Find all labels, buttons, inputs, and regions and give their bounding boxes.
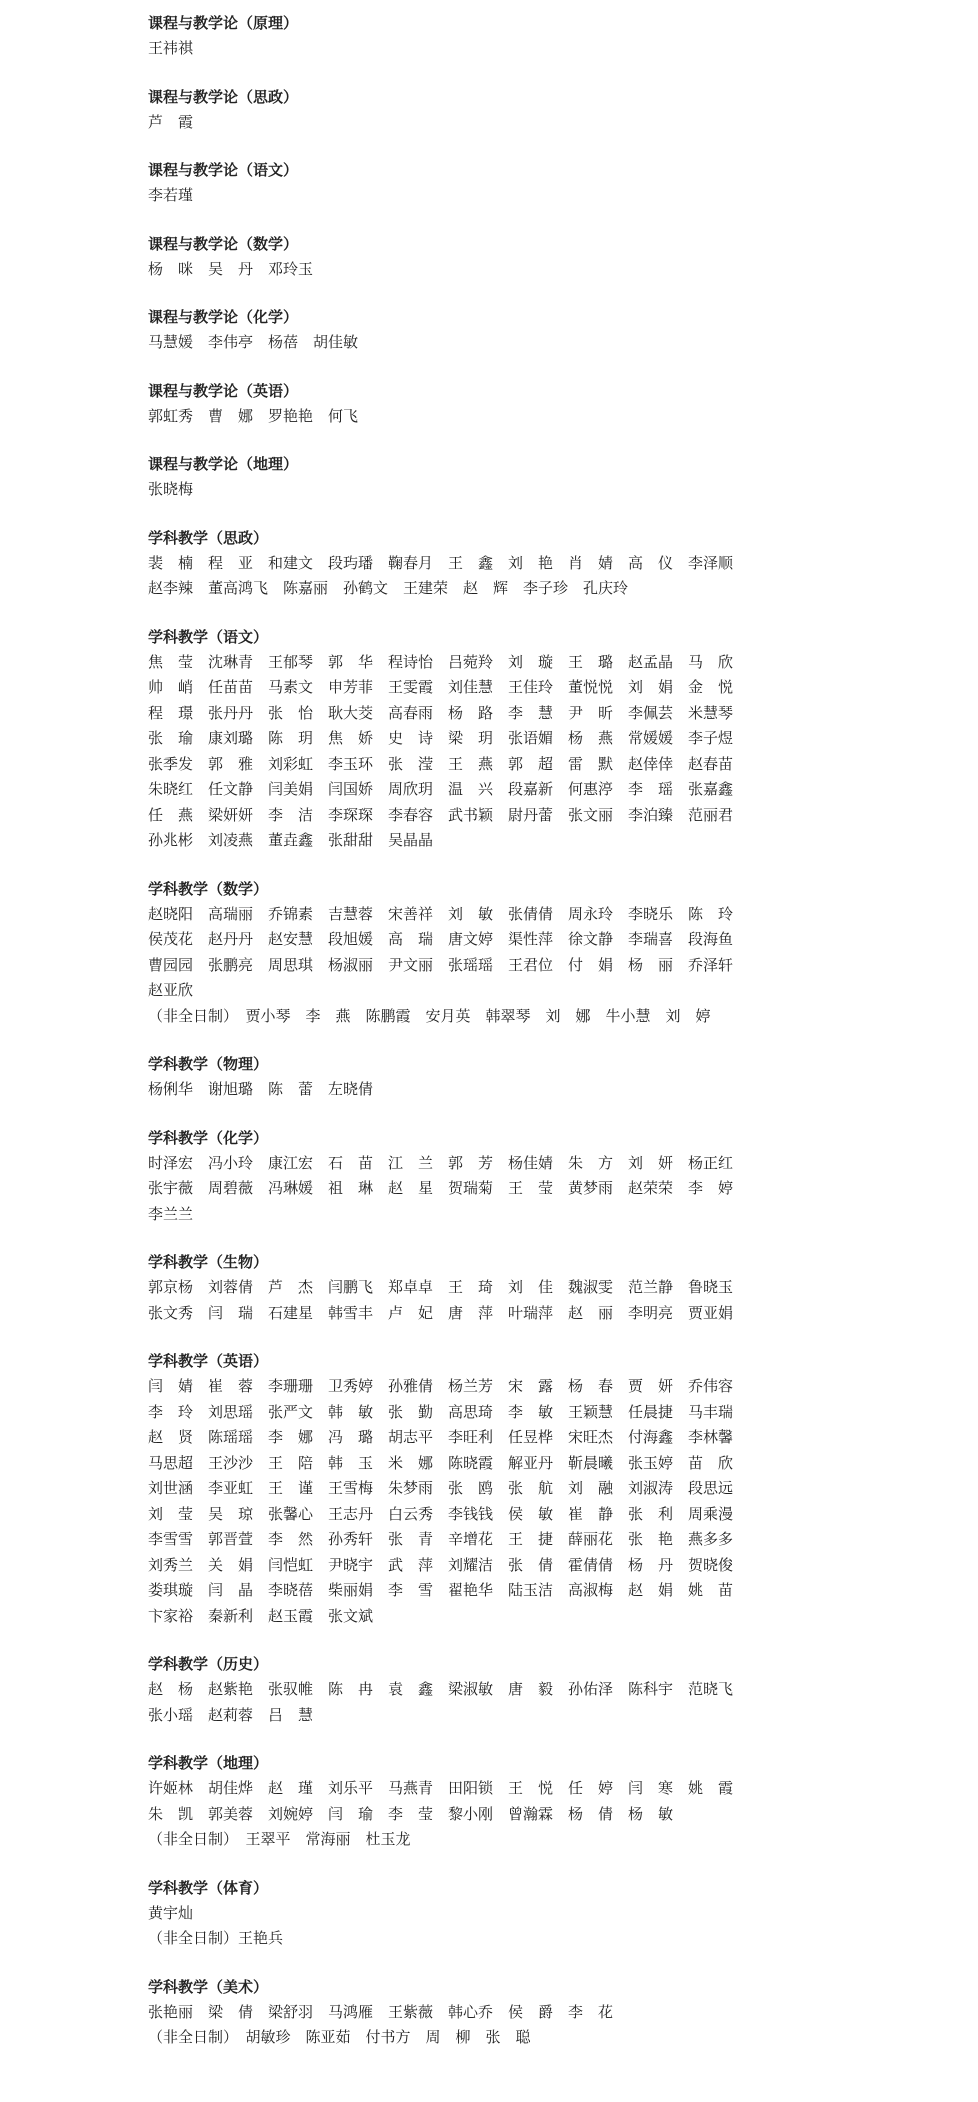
- section: [148, 10, 868, 62]
- section-heading: 课程与教学论（原理）: [148, 14, 299, 32]
- name-list-line: 朱 凯 郭美蓉 刘婉婷 闫 瑜 李 莹 黎小刚 曾瀚霖 杨 倩 杨 敏: [148, 1804, 674, 1823]
- section: [148, 1051, 868, 1103]
- section-heading: 学科教学（美术）: [148, 1977, 269, 1996]
- name-list-line: 李若瑾: [148, 186, 194, 204]
- section: [148, 84, 868, 136]
- section: [148, 624, 868, 854]
- name-list-line: （非全日制） 胡敏珍 陈亚茹 付书方 周 柳 张 聪: [148, 2028, 531, 2046]
- section: [148, 231, 868, 283]
- name-list-line: 杨 咪 吴 丹 邓玲玉: [148, 259, 314, 278]
- name-list-line: 张 瑜 康刘璐 陈 玥 焦 娇 史 诗 梁 玥 张语媚 杨 燕 常媛媛 李子煜: [148, 729, 734, 747]
- section-heading: 学科教学（体育）: [148, 1878, 269, 1897]
- section: [148, 876, 868, 1030]
- section: [148, 525, 868, 602]
- section: [148, 378, 868, 430]
- name-list-line: 赵李辣 董高鸿飞 陈嘉丽 孙鹤文 王建荣 赵 辉 李子珍 孔庆玲: [148, 579, 629, 597]
- name-list-line: 张艳丽 梁 倩 梁舒羽 马鸿雁 王紫薇 韩心乔 侯 爵 李 花: [148, 2002, 614, 2021]
- name-list-line: 刘秀兰 关 娟 闫恺虹 尹晓宇 武 萍 刘耀洁 张 倩 霍倩倩 杨 丹 贺晓俊: [148, 1555, 734, 1574]
- name-list-line: 赵 贤 陈瑶瑶 李 娜 冯 璐 胡志平 李旺利 任昱桦 宋旺杰 付海鑫 李林馨: [148, 1428, 734, 1446]
- name-list-line: 帅 峭 任苗苗 马素文 申芳菲 王雯霞 刘佳慧 王佳玲 董悦悦 刘 娟 金 悦: [148, 678, 734, 696]
- name-list-line: 时泽宏 冯小玲 康江宏 石 苗 江 兰 郭 芳 杨佳婧 朱 方 刘 妍 杨正红: [148, 1153, 734, 1172]
- name-list-line: 张宇薇 周碧薇 冯琳媛 祖 琳 赵 星 贺瑞菊 王 莹 黄梦雨 赵荣荣 李 婷: [148, 1179, 734, 1197]
- name-list-line: 娄琪璇 闫 晶 李晓蓓 柴丽娟 李 雪 翟艳华 陆玉洁 高淑梅 赵 娟 姚 苗: [148, 1581, 734, 1599]
- name-list-line: （非全日制） 王翠平 常海丽 杜玉龙: [148, 1830, 411, 1848]
- section-heading: 学科教学（化学）: [148, 1128, 269, 1147]
- section: [148, 1875, 868, 1952]
- name-list-line: 李 玲 刘思瑶 张严文 韩 敏 张 勤 高思琦 李 敏 王颖慧 任晨捷 马丰瑞: [148, 1402, 734, 1421]
- section: [148, 1249, 868, 1326]
- name-list-line: 赵 杨 赵紫艳 张驭帷 陈 冉 袁 鑫 梁淑敏 唐 毅 孙佑泽 陈科宇 范晓飞: [148, 1680, 734, 1698]
- name-list-line: 程 璟 张丹丹 张 怡 耿大茭 高春雨 杨 路 李 慧 尹 昕 李佩芸 米慧琴: [148, 703, 734, 722]
- name-list-line: 闫 婧 崔 蓉 李珊珊 卫秀婷 孙雅倩 杨兰芳 宋 露 杨 春 贾 妍 乔伟容: [148, 1377, 734, 1395]
- name-list-line: 李兰兰: [148, 1204, 194, 1223]
- name-list-line: 裴 楠 程 亚 和建文 段玙璠 鞠春月 王 鑫 刘 艳 肖 婧 高 仪 李泽顺: [148, 553, 734, 572]
- name-list-line: 张晓梅: [148, 480, 194, 498]
- name-list-line: （非全日制）王艳兵: [148, 1929, 284, 1947]
- name-list-line: 赵亚欣: [148, 981, 194, 999]
- section-heading: 学科教学（语文）: [148, 627, 269, 646]
- name-list-line: 黄宇灿: [148, 1903, 194, 1922]
- section: [148, 1651, 868, 1728]
- section-heading: 学科教学（英语）: [148, 1352, 269, 1370]
- name-list-line: 郭京杨 刘蓉倩 芦 杰 闫鹏飞 郑卓卓 王 琦 刘 佳 魏淑雯 范兰静 鲁晓玉: [148, 1278, 734, 1296]
- name-list-line: 孙兆彬 刘凌燕 董垚鑫 张甜甜 吴晶晶: [148, 831, 434, 849]
- name-list-line: 刘 莹 吴 琼 张馨心 王志丹 白云秀 李钱钱 侯 敏 崔 静 张 利 周乘漫: [148, 1504, 734, 1523]
- name-list-line: 任 燕 梁妍妍 李 洁 李琛琛 李春容 武书颖 尉丹蕾 张文丽 李泊臻 范丽君: [148, 805, 734, 824]
- name-list-line: 卞家裕 秦新利 赵玉霞 张文斌: [148, 1606, 374, 1625]
- name-list-line: 郭虹秀 曹 娜 罗艳艳 何飞: [148, 406, 359, 425]
- section-heading: 课程与教学论（化学）: [148, 308, 299, 326]
- section-heading: 课程与教学论（思政）: [148, 87, 299, 106]
- name-list-line: 侯茂花 赵丹丹 赵安慧 段旭媛 高 瑞 唐文婷 渠性萍 徐文静 李瑞喜 段海鱼: [148, 930, 734, 948]
- name-list-line: 马思超 王沙沙 王 陪 韩 玉 米 娜 陈晓霞 解亚丹 靳晨曦 张玉婷 苗 欣: [148, 1453, 734, 1472]
- section: [148, 157, 868, 209]
- name-list-line: 朱晓红 任文静 闫美娟 闫国娇 周欣玥 温 兴 段嘉新 何惠渟 李 瑶 张嘉鑫: [148, 780, 734, 798]
- section: [148, 451, 868, 503]
- name-list-line: 赵晓阳 高瑞丽 乔锦素 吉慧蓉 宋善祥 刘 敏 张倩倩 周永玲 李晓乐 陈 玲: [148, 904, 734, 923]
- section-heading: 学科教学（地理）: [148, 1754, 269, 1772]
- section: [148, 1348, 868, 1629]
- name-list-line: 焦 莹 沈琳青 王郁琴 郭 华 程诗怡 吕菀羚 刘 璇 王 璐 赵孟晶 马 欣: [148, 652, 734, 671]
- name-list-line: 刘世涵 李亚虹 王 谨 王雪梅 朱梦雨 张 鸥 张 航 刘 融 刘淑涛 段思远: [148, 1479, 734, 1497]
- section-heading: 课程与教学论（英语）: [148, 381, 299, 400]
- section: [148, 1974, 868, 2051]
- document: [148, 10, 868, 2073]
- section-heading: 课程与教学论（地理）: [148, 455, 299, 473]
- name-list-line: 张文秀 闫 瑞 石建星 韩雪丰 卢 妃 唐 萍 叶瑞萍 赵 丽 李明亮 贾亚娟: [148, 1303, 734, 1322]
- section-heading: 学科教学（生物）: [148, 1253, 269, 1271]
- section-heading: 课程与教学论（数学）: [148, 234, 299, 253]
- section: [148, 1750, 868, 1853]
- name-list-line: （非全日制） 贾小琴 李 燕 陈鹏霞 安月英 韩翠琴 刘 娜 牛小慧 刘 婷: [148, 1006, 711, 1025]
- section-heading: 课程与教学论（语文）: [148, 161, 299, 179]
- section-heading: 学科教学（历史）: [148, 1655, 269, 1673]
- name-list-line: 张季发 郭 雅 刘彩虹 李玉环 张 滢 王 燕 郭 超 雷 默 赵倖倖 赵春苗: [148, 754, 734, 773]
- name-list-line: 李雪雪 郭晋萱 李 然 孙秀轩 张 青 辛增花 王 捷 薛丽花 张 艳 燕多多: [148, 1530, 734, 1548]
- section-heading: 学科教学（思政）: [148, 528, 269, 547]
- name-list-line: 杨俐华 谢旭璐 陈 蕾 左晓倩: [148, 1080, 374, 1098]
- name-list-line: 许姬林 胡佳烨 赵 瑾 刘乐平 马燕青 田阳锁 王 悦 任 婷 闫 寒 姚 霞: [148, 1779, 734, 1797]
- section-heading: 学科教学（数学）: [148, 879, 269, 898]
- name-list-line: 曹园园 张鹏亮 周思琪 杨淑丽 尹文丽 张瑶瑶 王君位 付 娟 杨 丽 乔泽轩: [148, 955, 734, 974]
- name-list-line: 王祎祺: [148, 39, 194, 57]
- name-list-line: 芦 霞: [148, 112, 194, 131]
- name-list-line: 马慧媛 李伟亭 杨蓓 胡佳敏: [148, 333, 359, 351]
- section: [148, 304, 868, 356]
- section: [148, 1125, 868, 1228]
- section-heading: 学科教学（物理）: [148, 1055, 269, 1073]
- name-list-line: 张小瑶 赵莉蓉 吕 慧: [148, 1705, 314, 1724]
